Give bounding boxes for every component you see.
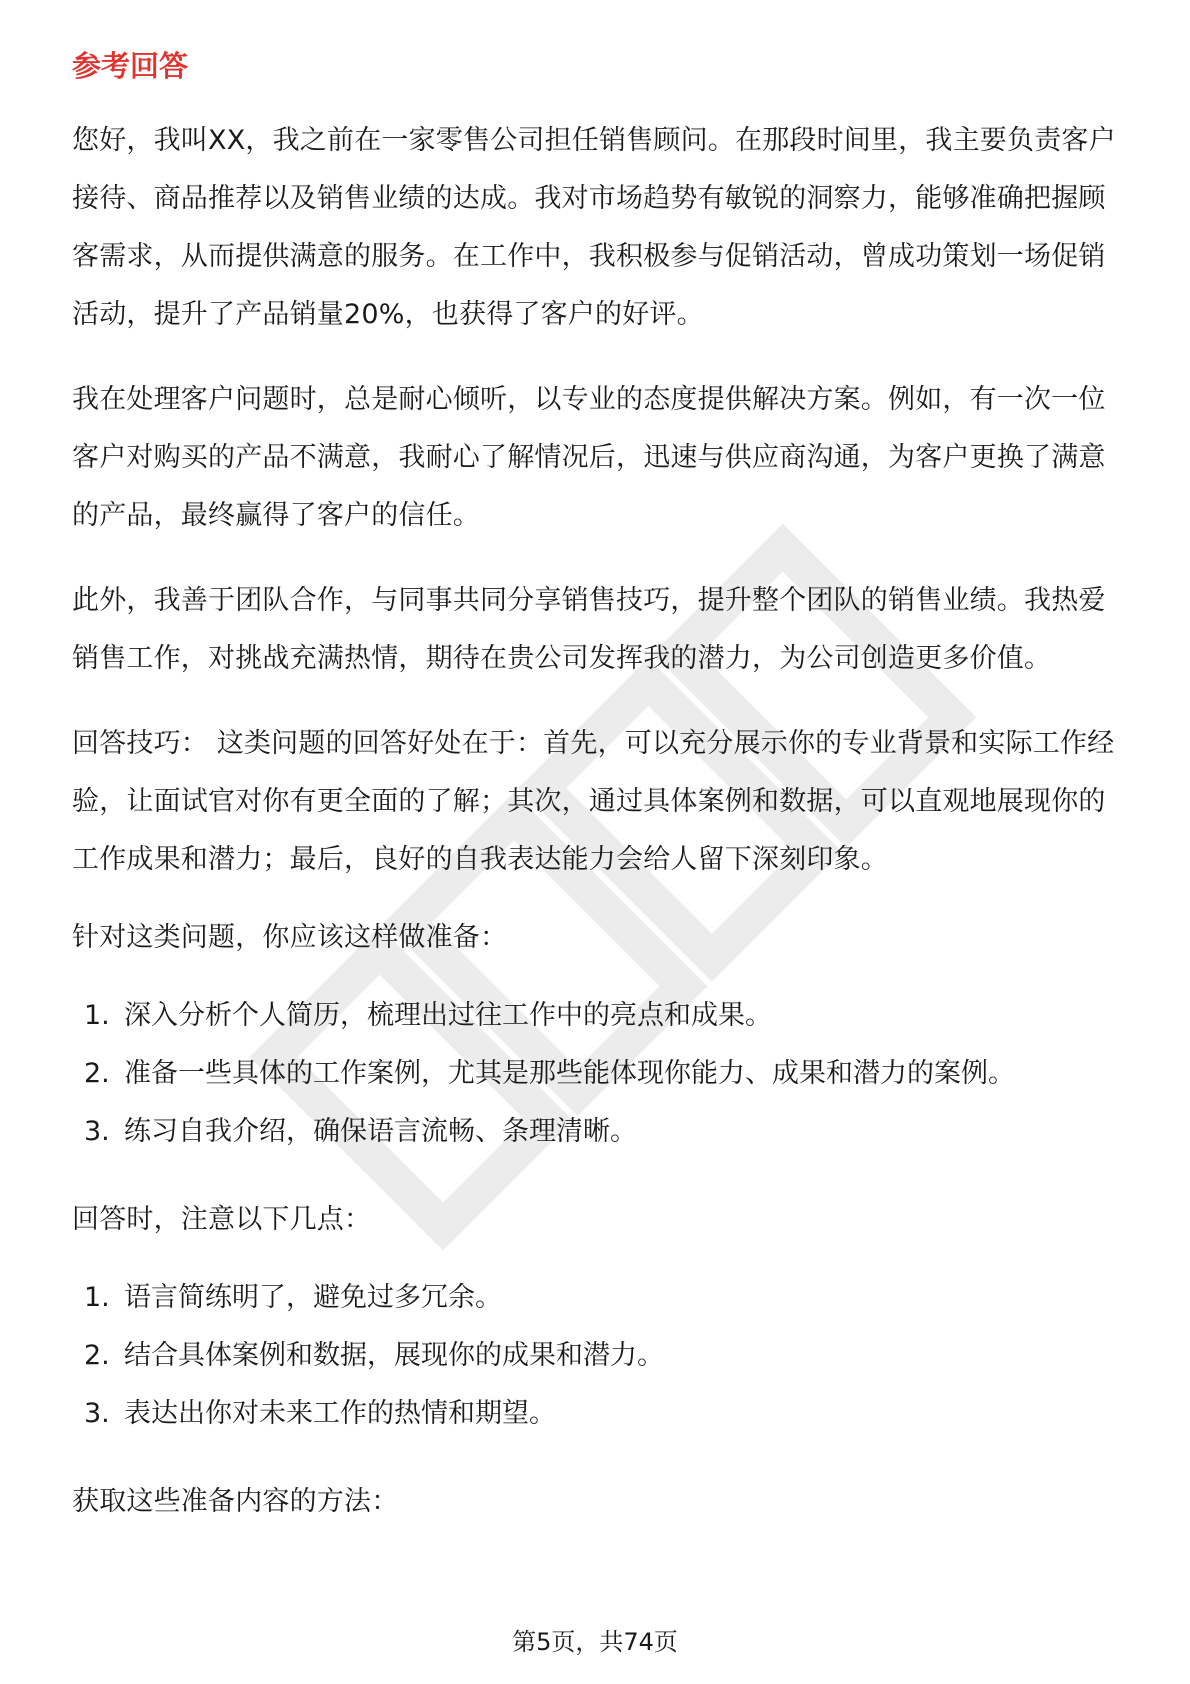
list-item — [84, 1103, 1122, 1161]
answer-paragraph-2: 我在处理客户问题时，总是耐心倾听，以专业的态度提供解决方案。例如，有一次一位客户对购买的产品不满意，我耐心了解情况后，迅速与供应商沟通，为客户更换了满意的产品，最终赢得了客户的信任。 — [72, 384, 1106, 531]
prep-intro: 针对这类问题，你应该这样做准备： — [72, 922, 508, 953]
list-text: 准备一些具体的工作案例，尤其是那些能体现你能力、成果和潜力的案例。 — [124, 1058, 1015, 1089]
list-text: 练习自我介绍，确保语言流畅、条理清晰。 — [124, 1116, 637, 1147]
answer-paragraph-1: 您好，我叫XX，我之前在一家零售公司担任销售顾问。在那段时间里，我主要负责客户接待、商品推荐以及销售业绩的达成。我对市场趋势有敏锐的洞察力，能够准确把握顾客需求，从而提供满意的服务。在工作中，我积极参与促销活动，曾成功策划一场促销活动，提升了产品销量20%，也获得了客户的好评。 — [72, 125, 1116, 330]
list-item — [84, 1385, 1122, 1443]
page-number-footer: 第5页，共74页 — [512, 1628, 678, 1656]
prep-list — [72, 987, 1122, 1161]
list-number: 1. — [84, 1000, 110, 1031]
list-number: 3. — [84, 1116, 110, 1147]
list-number: 2. — [84, 1340, 110, 1371]
list-number: 3. — [84, 1398, 110, 1429]
list-item — [84, 1045, 1122, 1103]
list-number: 2. — [84, 1058, 110, 1089]
list-item — [84, 1269, 1122, 1327]
answer-paragraph-3: 此外，我善于团队合作，与同事共同分享销售技巧，提升整个团队的销售业绩。我热爱销售工作，对挑战充满热情，期待在贵公司发挥我的潜力，为公司创造更多价值。 — [72, 585, 1106, 674]
tips-paragraph: 回答技巧： 这类问题的回答好处在于：首先，可以充分展示你的专业背景和实际工作经验，让面试官对你有更全面的了解；其次，通过具体案例和数据，可以直观地展现你的工作成果和潜力；最后，良好的自我表达能力会给人留下深刻印象。 — [72, 728, 1115, 875]
list-text: 深入分析个人简历，梳理出过往工作中的亮点和成果。 — [124, 1000, 772, 1031]
list-item — [84, 1327, 1122, 1385]
list-text: 结合具体案例和数据，展现你的成果和潜力。 — [124, 1340, 664, 1371]
notes-intro: 回答时，注意以下几点： — [72, 1204, 372, 1235]
notes-list — [72, 1269, 1122, 1443]
list-number: 1. — [84, 1282, 110, 1313]
list-text: 语言简练明了，避免过多冗余。 — [124, 1282, 502, 1313]
document-page — [72, 46, 1122, 1558]
section-heading: 参考回答 — [72, 49, 189, 83]
method-intro: 获取这些准备内容的方法： — [72, 1486, 399, 1517]
list-item — [84, 987, 1122, 1045]
list-text: 表达出你对未来工作的热情和期望。 — [124, 1398, 556, 1429]
